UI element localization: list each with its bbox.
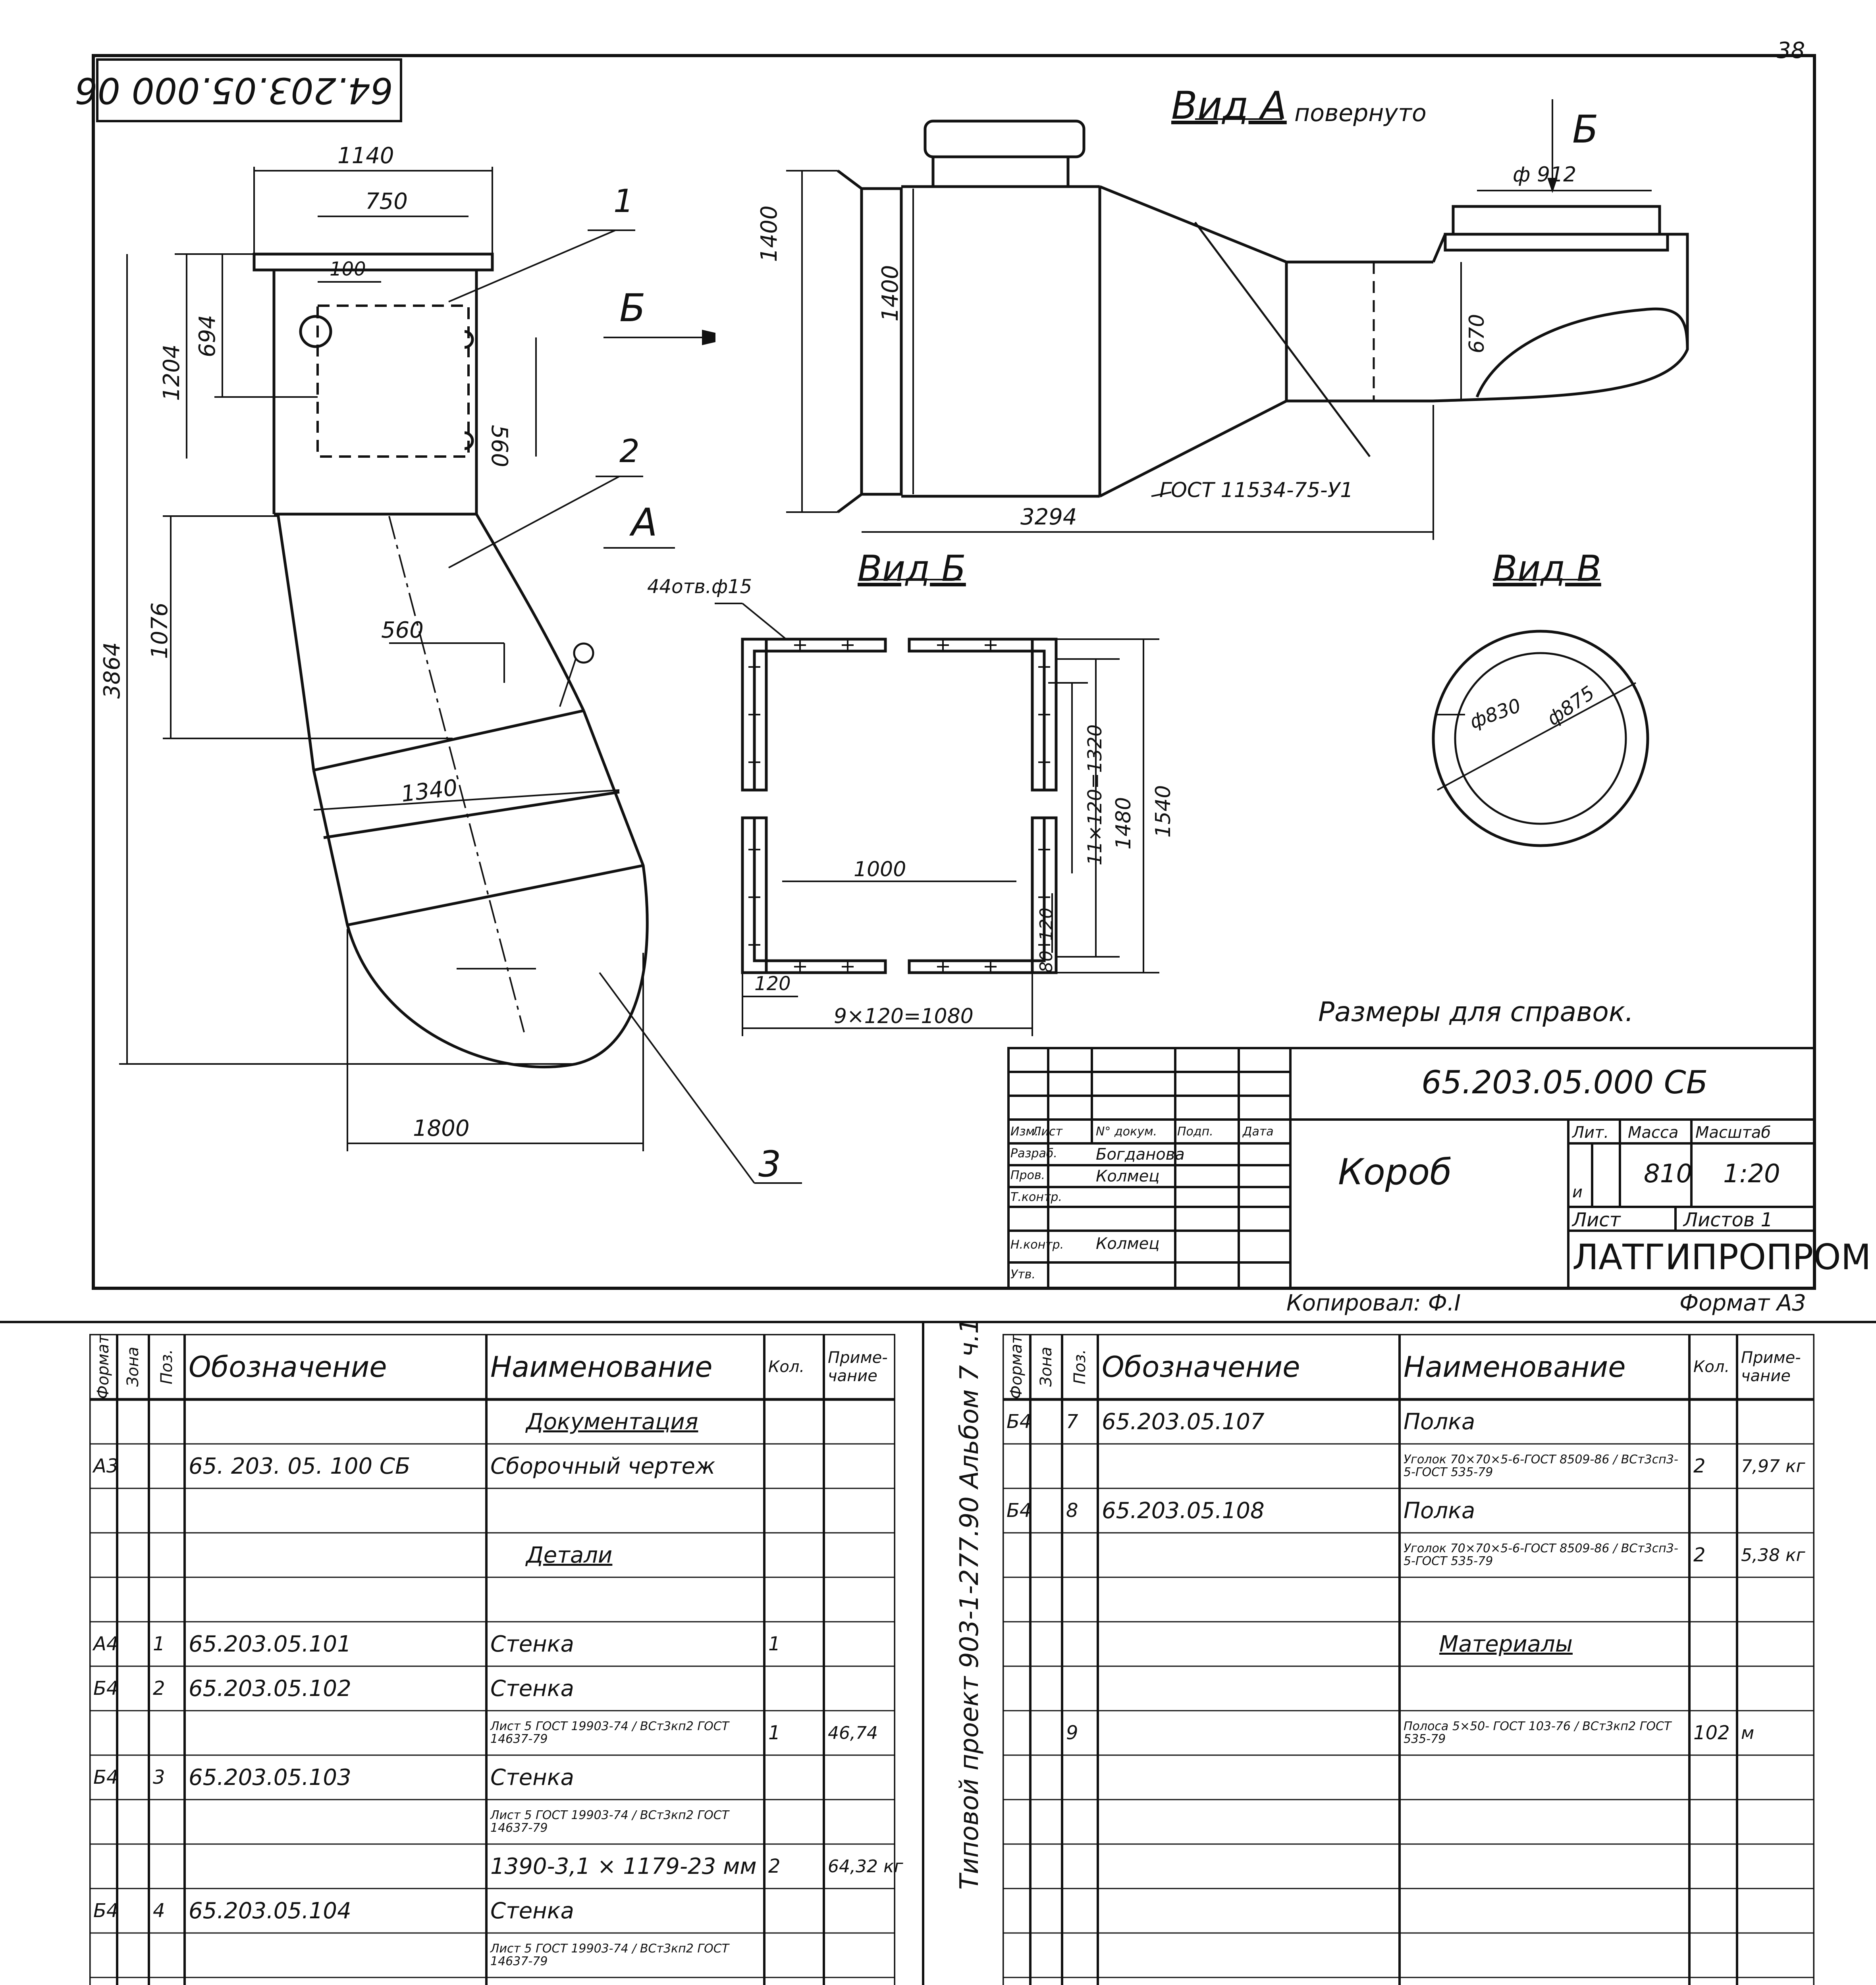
cell-note bbox=[1737, 1577, 1814, 1622]
cell-position bbox=[149, 1800, 185, 1844]
cell-format: Б4 bbox=[93, 1677, 119, 1700]
cell-position bbox=[1062, 1444, 1098, 1488]
cell-designation bbox=[185, 1533, 486, 1577]
cell-note: 5,38 кг bbox=[1741, 1545, 1805, 1565]
cell-name: Стенка bbox=[490, 1764, 574, 1790]
cell-quantity bbox=[764, 1933, 824, 1977]
spec-row bbox=[89, 1800, 895, 1844]
rotated-drawing-code: 64.203.05.000 06 bbox=[75, 69, 393, 111]
cell-position bbox=[149, 1399, 185, 1444]
cell-designation: 65.203.05.108 bbox=[1102, 1497, 1265, 1524]
part-number-2: 2 bbox=[619, 433, 640, 470]
cell-format: Б4 bbox=[1006, 1499, 1032, 1522]
cell-name: 1390-3,1 × 1179-23 мм bbox=[490, 1853, 757, 1879]
tb-razrab: Разраб. bbox=[1010, 1147, 1057, 1160]
dim-100: 100 bbox=[330, 258, 366, 280]
cell-note bbox=[824, 1577, 895, 1622]
view-v-label: Вид В bbox=[1493, 548, 1601, 590]
cell-name bbox=[486, 1577, 764, 1622]
tb-scale: 1:20 bbox=[1723, 1159, 1780, 1189]
spec-row bbox=[89, 1755, 895, 1800]
spec-row bbox=[89, 1933, 895, 1977]
cell-format bbox=[1003, 1577, 1030, 1622]
cell-format bbox=[1003, 1444, 1030, 1488]
cell-note: 7,97 кг bbox=[1741, 1456, 1805, 1476]
cell-note bbox=[1737, 1399, 1814, 1444]
dim-912: ф 912 bbox=[1513, 163, 1577, 187]
cell-designation bbox=[1098, 1577, 1400, 1622]
cell-name: Лист 5 ГОСТ 19903-74 / ВСт3кп2 ГОСТ 14637-79 bbox=[490, 1808, 729, 1835]
cell-note bbox=[1737, 1622, 1814, 1666]
cell-name: Материалы bbox=[1439, 1631, 1573, 1657]
cell-position: 1 bbox=[153, 1633, 165, 1655]
cell-format bbox=[1003, 1533, 1030, 1577]
header-note: Приме-чание bbox=[828, 1348, 888, 1385]
cell-position bbox=[1062, 1533, 1098, 1577]
cell-position bbox=[149, 1488, 185, 1533]
cell-quantity bbox=[764, 1755, 824, 1800]
cell-note: 64,32 кг bbox=[828, 1856, 903, 1877]
part-number-1: 1 bbox=[613, 183, 634, 220]
spec-row bbox=[89, 1622, 895, 1666]
cell-designation bbox=[1098, 1711, 1400, 1755]
dim-1400-outer: 1400 bbox=[756, 205, 782, 262]
tb-scale-label: Масштаб bbox=[1695, 1124, 1771, 1142]
cell-position bbox=[1062, 1666, 1098, 1711]
cell-quantity bbox=[1689, 1622, 1737, 1666]
cell-quantity bbox=[764, 1399, 824, 1444]
cell-note bbox=[824, 1889, 895, 1933]
cell-format: Б4 bbox=[1006, 1411, 1032, 1433]
cell-quantity: 2 bbox=[1693, 1455, 1706, 1477]
spec-row bbox=[89, 1444, 895, 1488]
cell-note bbox=[824, 1399, 895, 1444]
dim-3864: 3864 bbox=[99, 642, 125, 699]
cell-quantity bbox=[1689, 1399, 1737, 1444]
header-zone: Зона bbox=[1037, 1347, 1055, 1387]
dim-80: 80 bbox=[1036, 950, 1057, 973]
cell-name: Документация bbox=[526, 1409, 698, 1435]
dim-1000: 1000 bbox=[854, 858, 906, 881]
cell-name bbox=[1400, 1666, 1689, 1711]
header-name: Наименование bbox=[490, 1350, 713, 1384]
tb-data: Дата bbox=[1243, 1125, 1274, 1139]
cell-format: А3 bbox=[93, 1455, 119, 1477]
tb-sheets-label: Листов 1 bbox=[1683, 1209, 1773, 1231]
header-name: Наименование bbox=[1404, 1350, 1626, 1384]
top-designation: 65.203.05.000 СБ bbox=[1421, 1064, 1708, 1101]
dim-875: ф875 bbox=[1542, 682, 1599, 730]
tb-org: ЛАТГИПРОПРОМ bbox=[1572, 1237, 1871, 1278]
header-format: Формат bbox=[1007, 1334, 1026, 1399]
dim-1076: 1076 bbox=[147, 602, 173, 659]
top-item-name: Короб bbox=[1338, 1151, 1452, 1193]
cell-format bbox=[89, 1844, 117, 1889]
spec-row bbox=[89, 1533, 895, 1577]
dim-3294: 3294 bbox=[1020, 504, 1077, 530]
tb-format: Формат А3 bbox=[1679, 1290, 1806, 1316]
spec-header-row bbox=[89, 1334, 895, 1399]
cell-designation: 65.203.05.103 bbox=[189, 1764, 351, 1790]
tb-prov: Пров. bbox=[1010, 1168, 1045, 1182]
header-pos: Поз. bbox=[1071, 1349, 1089, 1384]
cell-quantity bbox=[764, 1444, 824, 1488]
view-a-label: Вид А bbox=[1171, 83, 1287, 128]
cell-designation: 65.203.05.102 bbox=[189, 1675, 351, 1702]
cell-designation bbox=[185, 1488, 486, 1533]
cell-position bbox=[149, 1933, 185, 1977]
cell-quantity bbox=[764, 1800, 824, 1844]
header-zone: Зона bbox=[124, 1347, 142, 1387]
spec-row bbox=[89, 1711, 895, 1755]
cell-format: Б4 bbox=[93, 1766, 119, 1788]
cell-note: м bbox=[1741, 1723, 1755, 1743]
cell-note bbox=[824, 1800, 895, 1844]
cell-position bbox=[149, 1533, 185, 1577]
cell-quantity bbox=[764, 1889, 824, 1933]
dim-1400-inner: 1400 bbox=[877, 265, 903, 322]
arrow-a-label: А bbox=[631, 500, 657, 545]
holes-note: 44отв.ф15 bbox=[647, 576, 752, 598]
cell-name: Стенка bbox=[490, 1675, 574, 1702]
dim-1540: 1540 bbox=[1151, 785, 1175, 838]
spec-row bbox=[89, 1889, 895, 1933]
cell-designation bbox=[185, 1800, 486, 1844]
cell-position bbox=[1062, 1622, 1098, 1666]
spec-row bbox=[89, 1977, 895, 1985]
view-a-suffix: повернуто bbox=[1294, 99, 1427, 127]
header-qty: Кол. bbox=[768, 1357, 805, 1376]
tb-mass-label: Масса bbox=[1628, 1124, 1679, 1142]
cell-position: 4 bbox=[153, 1900, 165, 1922]
dim-670: 670 bbox=[1465, 314, 1489, 353]
dim-830: ф830 bbox=[1467, 694, 1524, 733]
cell-position bbox=[149, 1711, 185, 1755]
cell-name bbox=[1400, 1577, 1689, 1622]
tb-podp: Подп. bbox=[1177, 1125, 1213, 1139]
cell-format bbox=[1003, 1622, 1030, 1666]
dim-120-horizontal: 120 bbox=[754, 973, 791, 995]
cell-name: Полка bbox=[1404, 1409, 1475, 1435]
tb-razrab-name: Богданова bbox=[1096, 1145, 1185, 1164]
cell-note bbox=[824, 1933, 895, 1977]
tb-list: Лист bbox=[1032, 1125, 1063, 1139]
cell-position bbox=[149, 1977, 185, 1985]
cell-designation bbox=[185, 1711, 486, 1755]
cell-quantity: 102 bbox=[1693, 1722, 1730, 1744]
cell-designation bbox=[185, 1933, 486, 1977]
tb-nkontr-name: Колмец bbox=[1096, 1235, 1160, 1253]
header-designation: Обозначение bbox=[189, 1350, 387, 1384]
cell-format bbox=[89, 1933, 117, 1977]
tb-lit: и bbox=[1572, 1183, 1583, 1201]
cell-position: 9 bbox=[1066, 1722, 1078, 1744]
spec-row bbox=[1003, 1533, 1814, 1577]
cell-note: 46,74 bbox=[828, 1723, 878, 1743]
dim-1800: 1800 bbox=[413, 1116, 470, 1141]
cell-format bbox=[89, 1533, 117, 1577]
reference-note: Размеры для справок. bbox=[1318, 996, 1634, 1028]
cell-designation bbox=[185, 1977, 486, 1985]
gost-note: ГОСТ 11534-75-У1 bbox=[1159, 478, 1353, 502]
cell-designation: 65.203.05.104 bbox=[189, 1898, 351, 1924]
cell-note bbox=[824, 1444, 895, 1488]
header-pos: Поз. bbox=[158, 1349, 176, 1384]
cell-note bbox=[1737, 1666, 1814, 1711]
cell-name bbox=[486, 1977, 764, 1985]
cell-note bbox=[1737, 1488, 1814, 1533]
cell-designation: 65.203.05.107 bbox=[1102, 1409, 1265, 1435]
spec-row bbox=[1003, 1666, 1814, 1711]
cell-name: Полоса 5×50- ГОСТ 103-76 / ВСт3кп2 ГОСТ 535-79 bbox=[1404, 1719, 1672, 1746]
cell-name: Детали bbox=[526, 1542, 613, 1568]
cell-quantity: 1 bbox=[768, 1722, 781, 1744]
spec-row bbox=[1003, 1622, 1814, 1666]
dim-1080: 9×120=1080 bbox=[834, 1004, 974, 1028]
cell-format: Б4 bbox=[93, 1900, 119, 1922]
cell-position bbox=[149, 1444, 185, 1488]
cell-quantity: 2 bbox=[768, 1855, 781, 1877]
cell-position: 7 bbox=[1066, 1411, 1078, 1433]
tb-sheet-label: Лист bbox=[1572, 1209, 1621, 1231]
cell-name: Сборочный чертеж bbox=[490, 1453, 715, 1479]
cell-position: 3 bbox=[153, 1766, 165, 1788]
cell-name: Стенка bbox=[490, 1631, 574, 1657]
spec-header-row bbox=[1003, 1334, 1814, 1399]
cell-note bbox=[824, 1977, 895, 1985]
header-note: Приме-чание bbox=[1741, 1348, 1801, 1385]
cell-position bbox=[149, 1844, 185, 1889]
tb-ndoc: N° докум. bbox=[1096, 1125, 1157, 1139]
cell-position: 8 bbox=[1066, 1499, 1078, 1522]
spec-row bbox=[89, 1488, 895, 1533]
cell-format bbox=[89, 1399, 117, 1444]
cell-format bbox=[89, 1711, 117, 1755]
cell-note bbox=[824, 1755, 895, 1800]
cell-name: Полка bbox=[1404, 1497, 1475, 1524]
dim-1204: 1204 bbox=[159, 344, 185, 401]
tb-copied: Копировал: Ф.І bbox=[1286, 1290, 1461, 1316]
cell-format bbox=[89, 1977, 117, 1985]
cell-designation bbox=[185, 1577, 486, 1622]
cell-format: А4 bbox=[93, 1633, 119, 1655]
cell-quantity bbox=[764, 1533, 824, 1577]
cell-quantity bbox=[1689, 1488, 1737, 1533]
spec-row bbox=[89, 1399, 895, 1444]
cell-quantity bbox=[764, 1666, 824, 1711]
dim-560-vertical: 560 bbox=[486, 425, 512, 467]
tb-lit-label: Лит. bbox=[1572, 1124, 1609, 1142]
cell-position: 2 bbox=[153, 1677, 165, 1700]
cell-quantity bbox=[1689, 1577, 1737, 1622]
dim-1140: 1140 bbox=[337, 143, 394, 169]
spec-row bbox=[1003, 1577, 1814, 1622]
dim-694: 694 bbox=[195, 315, 220, 357]
arrow-b-label: Б bbox=[619, 286, 646, 330]
dim-1480: 1480 bbox=[1112, 797, 1136, 850]
dim-120-vertical: 120 bbox=[1036, 908, 1057, 941]
dim-750: 750 bbox=[365, 189, 408, 214]
cell-format bbox=[89, 1577, 117, 1622]
cell-designation: 65.203.05.101 bbox=[189, 1631, 351, 1657]
cell-name: Лист 5 ГОСТ 19903-74 / ВСт3кп2 ГОСТ 14637-79 bbox=[490, 1719, 729, 1746]
spec-row bbox=[1003, 1399, 1814, 1444]
cell-quantity: 1 bbox=[768, 1633, 781, 1655]
tb-prov-name: Колмец bbox=[1096, 1167, 1160, 1185]
cell-format bbox=[89, 1488, 117, 1533]
spec-row bbox=[1003, 1711, 1814, 1755]
page-number: 38 bbox=[1777, 38, 1805, 64]
left-spec-table bbox=[89, 1334, 903, 1985]
dim-1340: 1340 bbox=[399, 775, 459, 807]
spec-row bbox=[1003, 1444, 1814, 1488]
cell-designation bbox=[185, 1844, 486, 1889]
cell-name bbox=[486, 1488, 764, 1533]
cell-designation bbox=[1098, 1622, 1400, 1666]
cell-designation: 65. 203. 05. 100 СБ bbox=[189, 1453, 411, 1479]
cell-designation bbox=[185, 1399, 486, 1444]
cell-note bbox=[824, 1533, 895, 1577]
cell-name: Уголок 70×70×5-6-ГОСТ 8509-86 / ВСт3сп3-5-ГОСТ 535-79 bbox=[1404, 1542, 1678, 1568]
cell-quantity: 2 bbox=[1693, 1544, 1706, 1566]
cell-designation bbox=[1098, 1533, 1400, 1577]
dim-560-horizontal: 560 bbox=[381, 617, 424, 643]
cell-note bbox=[824, 1622, 895, 1666]
tb-utv: Утв. bbox=[1010, 1268, 1035, 1282]
cell-format bbox=[89, 1800, 117, 1844]
cell-position bbox=[1062, 1577, 1098, 1622]
header-format: Формат bbox=[94, 1334, 112, 1399]
cell-note bbox=[824, 1488, 895, 1533]
tb-izm: Изм. bbox=[1010, 1125, 1039, 1139]
dim-1320: 11×120=1320 bbox=[1084, 724, 1106, 865]
tb-nkontr: Н.контр. bbox=[1010, 1238, 1064, 1252]
cell-name: Лист 5 ГОСТ 19903-74 / ВСт3кп2 ГОСТ 14637-79 bbox=[490, 1942, 729, 1968]
cell-position bbox=[149, 1577, 185, 1622]
cell-quantity bbox=[764, 1977, 824, 1985]
cell-name: Стенка bbox=[490, 1898, 574, 1924]
view-b-label: Вид Б bbox=[858, 548, 966, 590]
spec-row bbox=[89, 1666, 895, 1711]
part-number-3: 3 bbox=[758, 1143, 781, 1185]
cell-quantity bbox=[1689, 1666, 1737, 1711]
cell-note bbox=[824, 1666, 895, 1711]
section-arrow-b-label: Б bbox=[1572, 107, 1598, 152]
spec-row bbox=[1003, 1488, 1814, 1533]
spec-row bbox=[89, 1844, 903, 1889]
header-designation: Обозначение bbox=[1102, 1350, 1300, 1384]
cell-format bbox=[1003, 1711, 1030, 1755]
tb-mass: 810 bbox=[1644, 1159, 1693, 1189]
header-qty: Кол. bbox=[1693, 1357, 1730, 1376]
cell-quantity bbox=[764, 1577, 824, 1622]
cell-format bbox=[1003, 1666, 1030, 1711]
project-side-label: Типовой проект 903-1-277.90 Альбом 7 ч.1 bbox=[955, 1318, 984, 1890]
cell-designation bbox=[1098, 1666, 1400, 1711]
cell-quantity bbox=[764, 1488, 824, 1533]
spec-row bbox=[89, 1577, 895, 1622]
cell-designation bbox=[1098, 1444, 1400, 1488]
cell-name: Уголок 70×70×5-6-ГОСТ 8509-86 / ВСт3сп3-5-ГОСТ 535-79 bbox=[1404, 1453, 1678, 1479]
right-spec-table bbox=[1003, 1334, 1814, 1985]
tb-tkontr: Т.контр. bbox=[1010, 1190, 1062, 1204]
